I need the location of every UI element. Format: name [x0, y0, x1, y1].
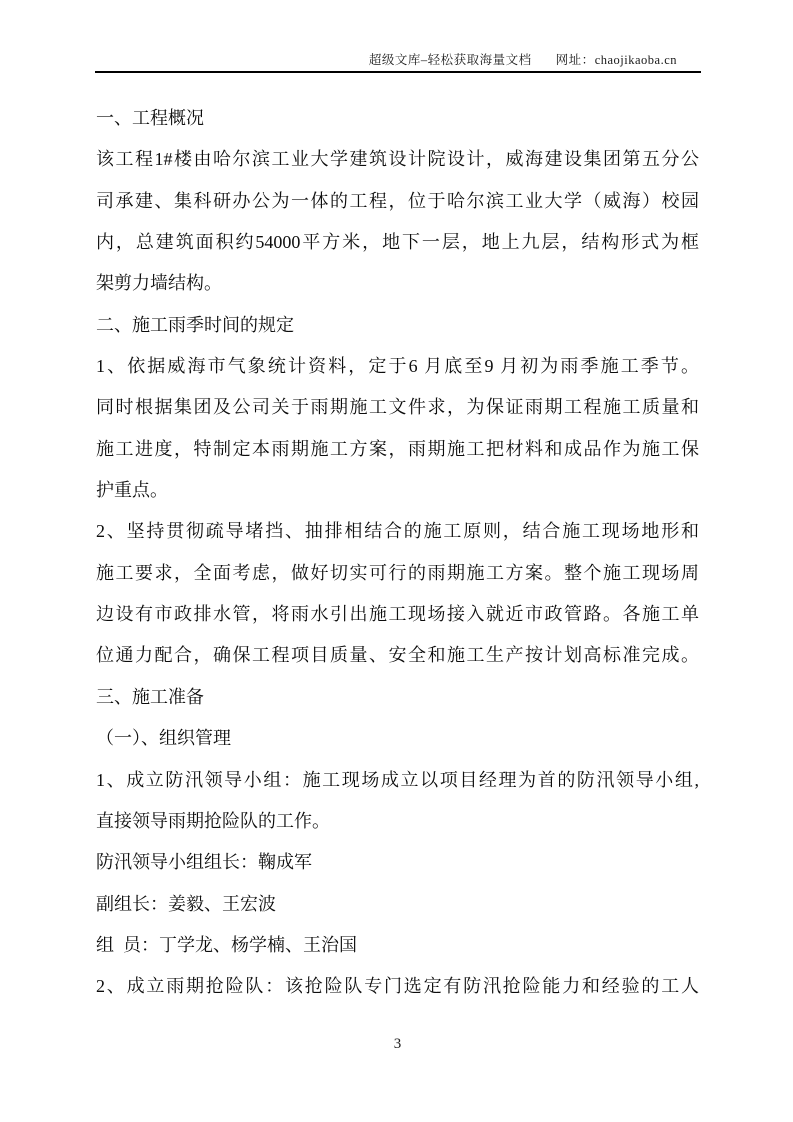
- document-line: 2、成立雨期抢险队：该抢险队专门选定有防汛抢险能力和经验的工人: [96, 976, 699, 997]
- document-line: （一）、组织管理: [96, 728, 231, 749]
- document-body: [96, 98, 699, 1008]
- document-line: 一、工程概况: [96, 108, 204, 128]
- document-line: 三、施工准备: [96, 686, 204, 707]
- document-line: 组 员：丁学龙、杨学楠、王治国: [96, 934, 357, 955]
- document-line: 1、成立防汛领导小组：施工现场成立以项目经理为首的防汛领导小组,: [96, 769, 699, 790]
- document-line: 2、坚持贯彻疏导堵挡、抽排相结合的施工原则，结合施工现场地形和: [96, 521, 699, 542]
- document-line: 护重点。: [96, 480, 168, 501]
- header-url-label: 网址：: [555, 53, 595, 67]
- document-line: 架剪力墙结构。: [96, 273, 222, 294]
- document-line: 位通力配合，确保工程项目质量、安全和施工生产按计划高标准完成。: [96, 645, 699, 666]
- header-url: chaojikaoba.cn: [594, 53, 677, 67]
- page-number: 3: [393, 1036, 402, 1052]
- document-line: 1、依据威海市气象统计资料，定于6 月底至9 月初为雨季施工季节。: [96, 356, 699, 377]
- document-line: 该工程1#楼由哈尔滨工业大学建筑设计院设计，威海建设集团第五分公: [96, 149, 699, 170]
- header-rule: [95, 71, 701, 73]
- document-line: 施工要求，全面考虑，做好切实可行的雨期施工方案。整个施工现场周: [96, 562, 699, 583]
- document-line: 副组长：姜毅、王宏波: [96, 893, 276, 914]
- document-line: 施工进度，特制定本雨期施工方案，雨期施工把材料和成品作为施工保: [96, 438, 699, 459]
- document-line: 二、施工雨季时间的规定: [96, 314, 294, 335]
- document-line: 内，总建筑面积约54000平方米，地下一层，地上九层，结构形式为框: [96, 232, 699, 253]
- page-header: [369, 50, 677, 68]
- document-line: 同时根据集团及公司关于雨期施工文件求，为保证雨期工程施工质量和: [96, 397, 699, 418]
- document-line: 直接领导雨期抢险队的工作。: [96, 810, 330, 831]
- document-line: 防汛领导小组组长：鞠成军: [96, 852, 312, 873]
- document-line: 边设有市政排水管，将雨水引出施工现场接入就近市政管路。各施工单: [96, 604, 699, 625]
- header-site-name: 超级文库–轻松获取海量文档: [368, 53, 532, 67]
- document-line: 司承建、集科研办公为一体的工程，位于哈尔滨工业大学（威海）校园: [96, 190, 699, 211]
